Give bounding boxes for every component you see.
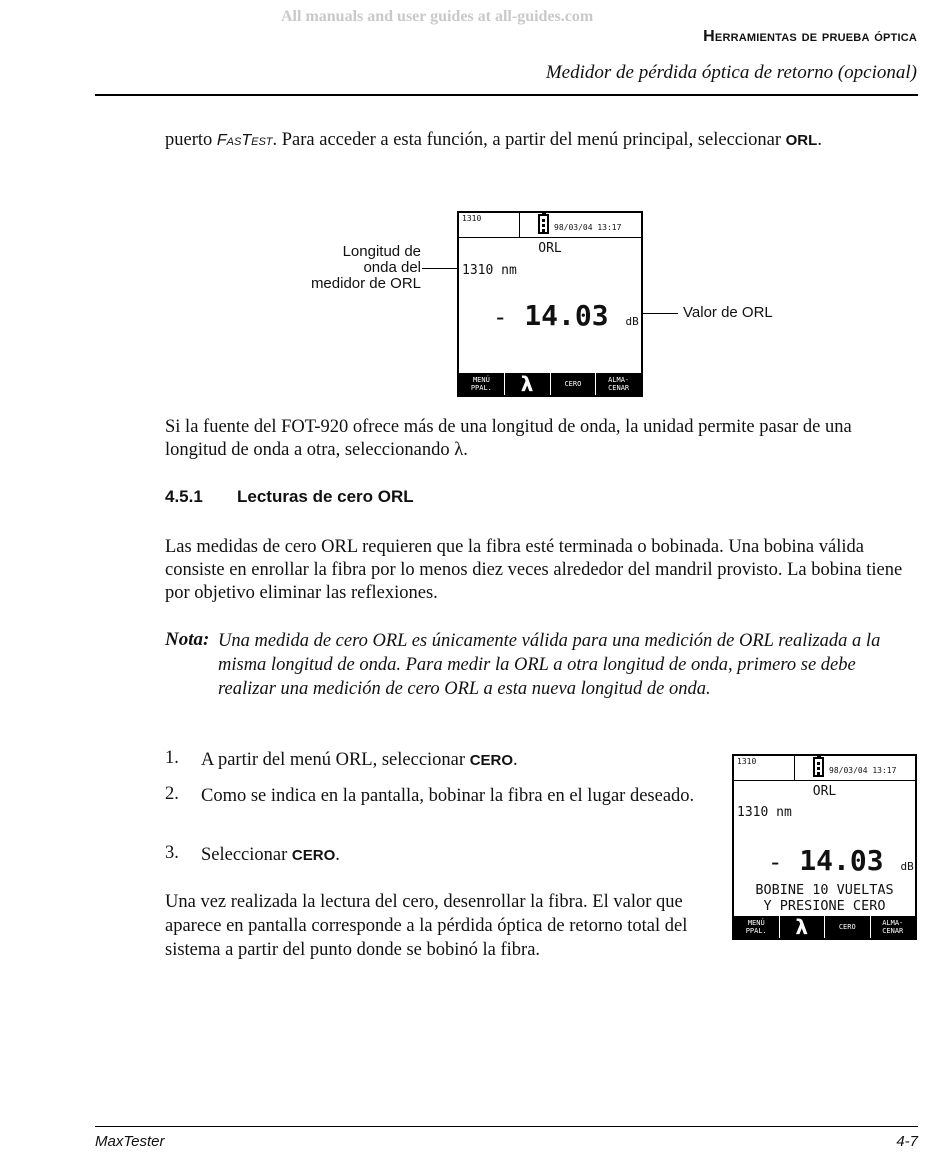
- screen-mode: ORL: [538, 241, 562, 256]
- unwind-paragraph: Una vez realizada la lectura del cero, desenrollar la fibra. El valor que aparece en pantalla corresponde a la pérdida óptica de retorno total del sistema a partir del punto donde se bobinó la fibra.: [165, 892, 688, 960]
- message-line-1: BOBINE 10 VUELTAS: [755, 882, 894, 898]
- step-1-bold: CERO: [469, 752, 514, 769]
- value2-unit: dB: [900, 860, 914, 873]
- screen2-wavelength: 1310: [737, 757, 757, 766]
- zero-softkey: CERO: [824, 916, 870, 938]
- step-1-text: A partir del menú ORL, seleccionar: [201, 750, 470, 770]
- lambda-softkey: λ: [779, 916, 825, 938]
- softkey-bar-2: [734, 916, 915, 938]
- screen2-datetime: 98/03/04 13:17: [829, 766, 897, 775]
- value-sign: -: [493, 303, 508, 331]
- value-number: 14.03: [524, 299, 609, 332]
- message-line-2: Y PRESIONE CERO: [763, 898, 886, 914]
- orl-screen-figure: [457, 211, 643, 397]
- step-3-bold: CERO: [291, 847, 336, 864]
- lambda-softkey: λ: [504, 373, 550, 395]
- softkey-bar: [459, 373, 641, 395]
- screen2-wavelength-nm: 1310 nm: [737, 805, 792, 820]
- status2-divider: [794, 756, 795, 780]
- screen-wavelength-nm: 1310 nm: [462, 263, 517, 278]
- value-unit: dB: [625, 315, 639, 328]
- step-number-3: 3.: [165, 843, 179, 863]
- store-softkey: ALMA- CENAR: [595, 373, 641, 395]
- step-3-text: Seleccionar: [201, 845, 292, 865]
- main-menu-softkey: MENÚ PPAL.: [459, 373, 504, 395]
- value2-sign: -: [768, 848, 783, 876]
- intro-paragraph: [165, 129, 915, 152]
- header-rule: [95, 94, 918, 96]
- status-divider: [519, 213, 520, 237]
- step-1-end: .: [513, 750, 518, 770]
- intro-text: . Para acceder a esta función, a partir del menú principal, seleccionar: [272, 130, 786, 150]
- note-label: Nota:: [165, 629, 210, 650]
- intro-end: .: [817, 130, 822, 150]
- value2-number: 14.03: [799, 844, 884, 877]
- orl-menu-label: ORL: [785, 132, 818, 149]
- zero-orl-screen-figure: [732, 754, 917, 940]
- zero-orl-paragraph: Las medidas de cero ORL requieren que la fibra esté terminada o bobinada. Una bobina válida consiste en enrollar la fibra por lo menos diez veces alrededor del mandril provisto. La bobina tiene por objetivo eliminar las reflexiones.: [165, 537, 903, 603]
- screen-status-bar: [459, 213, 641, 238]
- footer-page-number: 4-7: [896, 1133, 918, 1150]
- screen-wavelength: 1310: [462, 214, 482, 223]
- step-number-1: 1.: [165, 748, 179, 768]
- note-text: Una medida de cero ORL es únicamente válida para una medición de ORL realizada a la misma longitud de onda. Para medir la ORL a otra longitud de onda, primero se debe realizar una medición de cero ORL a esta nueva longitud de onda.: [218, 631, 881, 699]
- step-text-1: [201, 748, 711, 773]
- watermark: All manuals and user guides at all-guides.com: [281, 8, 594, 25]
- battery-icon: [813, 757, 824, 777]
- wavelength-paragraph: Si la fuente del FOT-920 ofrece más de una longitud de onda, la unidad permite pasar de una longitud de onda a otra, seleccionando λ.: [165, 417, 852, 460]
- screen2-message: [734, 882, 915, 914]
- battery-icon: [538, 214, 549, 234]
- wavelength-callout: [295, 244, 421, 292]
- section-number: 4.5.1: [165, 487, 203, 506]
- step-text-2: Como se indica en la pantalla, bobinar la fibra en el lugar deseado.: [201, 786, 695, 806]
- step-text-3: [201, 843, 711, 868]
- fastest-port-name: FasTest: [216, 132, 273, 149]
- running-header-title: Herramientas de prueba óptica: [703, 28, 917, 45]
- section-title: Lecturas de cero ORL: [237, 487, 414, 506]
- store-softkey: ALMA- CENAR: [870, 916, 916, 938]
- intro-prefix: puerto: [165, 130, 217, 150]
- step-3-end: .: [335, 845, 340, 865]
- step-number-2: 2.: [165, 784, 179, 804]
- footer-rule: [95, 1126, 918, 1127]
- footer-product-name: MaxTester: [95, 1133, 165, 1150]
- screen-orl-value: [493, 299, 639, 332]
- main-menu-softkey: MENÚ PPAL.: [734, 916, 779, 938]
- screen2-mode: ORL: [812, 784, 837, 799]
- callout-line-2: onda del: [363, 259, 421, 276]
- screen2-status-bar: [734, 756, 915, 781]
- callout-line-1: Longitud de: [342, 243, 421, 260]
- running-header-subtitle: Medidor de pérdida óptica de retorno (opcional): [545, 62, 917, 83]
- screen2-orl-value: [768, 844, 914, 877]
- screen-datetime: 98/03/04 13:17: [554, 223, 622, 232]
- callout-line-3: medidor de ORL: [310, 275, 421, 292]
- orl-value-callout: Valor de ORL: [683, 304, 773, 321]
- zero-softkey: CERO: [550, 373, 596, 395]
